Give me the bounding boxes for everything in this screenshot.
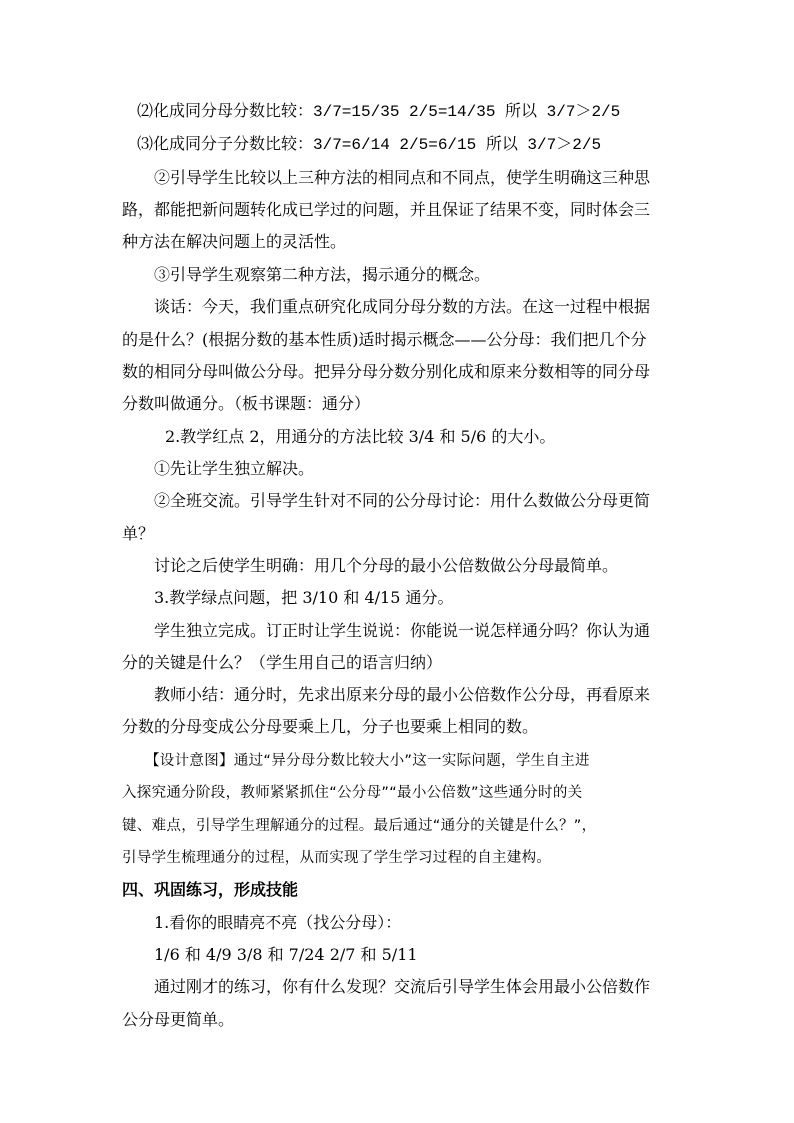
text-line: 分数叫做通分。（板书课题：通分） [122, 394, 371, 413]
section-heading: 四、巩固练习，形成技能 [122, 880, 299, 899]
text-line-method-2: ⑵化成同分母分数比较：3/7=15/35 2/5=14/35 所以 3/7＞2/5 [137, 103, 621, 121]
text-line: ①先让学生独立解决。 [154, 459, 315, 478]
text-line: 公分母更简单。 [122, 1010, 235, 1029]
text-line: 谈话：今天，我们重点研究化成同分母分数的方法。在这一过程中根据 [154, 297, 651, 316]
text-line: 通过刚才的练习，你有什么发现？交流后引导学生体会用最小公倍数作 [154, 977, 651, 996]
text-line: 3.教学绿点问题，把 3/10 和 4/15 通分。 [154, 588, 454, 607]
text-line: 种方法在解决问题上的灵活性。 [122, 232, 347, 251]
text-line-method-3: ⑶化成同分子分数比较：3/7=6/14 2/5=6/15 所以 3/7＞2/5 [137, 136, 602, 154]
text-line: 学生独立完成。订正时让学生说说：你能说一说怎样通分吗？你认为通 [154, 621, 651, 640]
exercise-line: 1/6 和 4/9 3/8 和 7/24 2/7 和 5/11 [154, 945, 418, 964]
design-intent-line: 【设计意图】通过“异分母分数比较大小”这一实际问题，学生自主进 [145, 753, 590, 769]
text-line: 的是什么？(根据分数的基本性质)适时揭示概念——公分母：我们把几个分 [122, 330, 647, 349]
text-line: 2.教学红点 2，用通分的方法比较 3/4 和 5/6 的大小。 [165, 427, 556, 446]
text-line: ②全班交流。引导学生针对不同的公分母讨论：用什么数做公分母更简 [154, 491, 651, 510]
text-line: 数的相同分母叫做公分母。把异分母分数分别化成和原来分数相等的同分母 [122, 362, 651, 381]
design-intent-line: 引导学生梳理通分的过程，从而实现了学生学习过程的自主建构。 [122, 850, 552, 866]
text-line: 1.看你的眼睛亮不亮（找公分母）： [154, 913, 402, 932]
text-line: 分的关键是什么？（学生用自己的语言归纳） [122, 653, 443, 672]
text-line: 教师小结：通分时，先求出原来分母的最小公倍数作公分母，再看原来 [154, 685, 651, 704]
text-line: 分数的分母变成公分母要乘上几，分子也要乘上相同的数。 [122, 717, 539, 736]
text-line: 路，都能把新问题转化成已学过的问题，并且保证了结果不变，同时体会三 [122, 200, 651, 219]
text-line: 单？ [122, 524, 155, 543]
text-line: 讨论之后使学生明确：用几个分母的最小公倍数做公分母最简单。 [154, 556, 619, 575]
design-intent-line: 入探究通分阶段，教师紧紧抓住“公分母”“最小公倍数”这些通分时的关 [122, 785, 583, 801]
text-line: ②引导学生比较以上三种方法的相同点和不同点，使学生明确这三种思 [154, 168, 651, 187]
text-line: ③引导学生观察第二种方法，揭示通分的概念。 [154, 265, 491, 284]
design-intent-line: 键、难点，引导学生理解通分的过程。最后通过“通分的关键是什么？”， [122, 818, 597, 834]
